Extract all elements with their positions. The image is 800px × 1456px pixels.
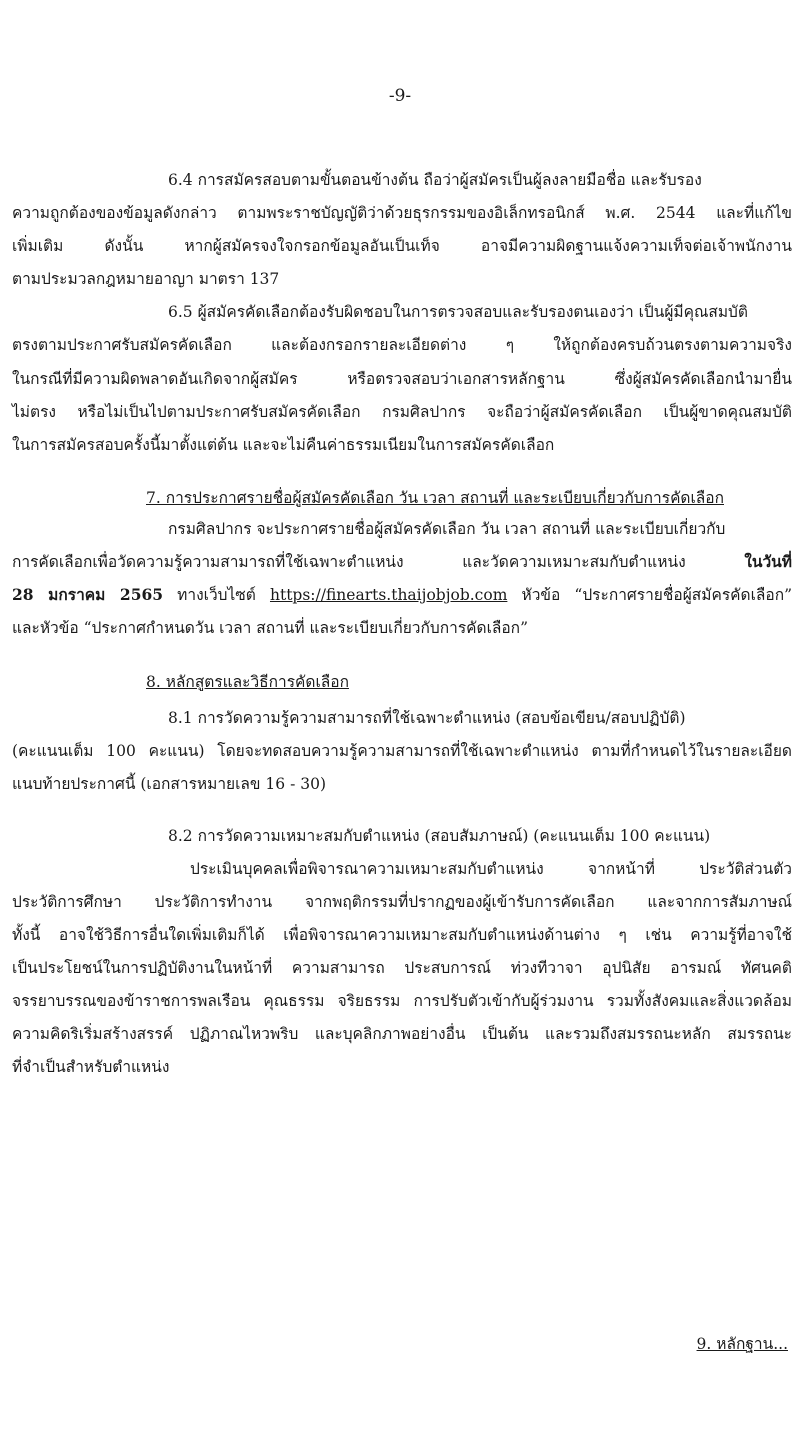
section-8-2-line-5: เป็นประโยชน์ในการปฏิบัติงานในหน้าที่ ความสามารถ ประสบการณ์ ท่วงทีวาจา อุปนิสัย อารมณ์ ทัศนคติ <box>12 959 792 977</box>
section-8-2-line-6: จรรยาบรรณของข้าราชการพลเรือน คุณธรรม จริยธรรม การปรับตัวเข้ากับผู้ร่วมงาน รวมทั้งสังคมและสิ่งแวดล้อม <box>12 992 792 1010</box>
paragraph-6-5-line-2: ตรงตามประกาศรับสมัครคัดเลือก และต้องกรอกรายละเอียดต่าง ๆ ให้ถูกต้องครบถ้วนตรงตามความจริง <box>12 336 792 354</box>
section-8-2-line-3: ประวัติการศึกษา ประวัติการทำงาน จากพฤติกรรมที่ปรากฏของผู้เข้ารับการคัดเลือก และจากการสัมภาษณ์ <box>12 893 792 911</box>
section-8-2-line-4: ทั้งนี้ อาจใช้วิธีการอื่นใดเพิ่มเติมก็ได้ เพื่อพิจารณาความเหมาะสมกับตำแหน่งด้านต่าง ๆ เช่น ความรู้ที่อาจใช้ <box>12 926 792 944</box>
section-8-1-line-1: 8.1 การวัดความรู้ความสามารถที่ใช้เฉพาะตำแหน่ง (สอบข้อเขียน/สอบปฏิบัติ) <box>168 709 686 727</box>
section-7-via-website: ทางเว็บไซต์ <box>163 586 270 604</box>
paragraph-6-5-line-4: ไม่ตรง หรือไม่เป็นไปตามประกาศรับสมัครคัดเลือก กรมศิลปากร จะถือว่าผู้สมัครคัดเลือก เป็นผู้ขาดคุณสมบัติ <box>12 403 792 421</box>
section-8-1-line-2: (คะแนนเต็ม 100 คะแนน) โดยจะทดสอบความรู้ความสามารถที่ใช้เฉพาะตำแหน่ง ตามที่กำหนดไว้ในรายละเอียด <box>12 742 792 760</box>
paragraph-6-4-line-3: เพิ่มเติม ดังนั้น หากผู้สมัครจงใจกรอกข้อมูลอันเป็นเท็จ อาจมีความผิดฐานแจ้งความเท็จต่อเจ้าพนักงาน <box>12 237 792 255</box>
section-7-date-prefix: ในวันที่ <box>744 552 792 571</box>
page-number: -9- <box>388 86 412 106</box>
section-8-2-line-2: ประเมินบุคคลเพื่อพิจารณาความเหมาะสมกับตำแหน่ง จากหน้าที่ ประวัติส่วนตัว <box>190 860 792 878</box>
section-8-2-line-1: 8.2 การวัดความเหมาะสมกับตำแหน่ง (สอบสัมภาษณ์) (คะแนนเต็ม 100 คะแนน) <box>168 827 711 845</box>
section-7-date: 28 มกราคม 2565 <box>12 585 164 604</box>
section-7-topic: หัวข้อ “ประกาศรายชื่อผู้สมัครคัดเลือก” <box>507 586 792 604</box>
next-page-reference: 9. หลักฐาน... <box>696 1335 788 1353</box>
section-7-line-2-text: การคัดเลือกเพื่อวัดความรู้ความสามารถที่ใช้เฉพาะตำแหน่ง และวัดความเหมาะสมกับตำแหน่ง <box>12 553 745 571</box>
section-7-line-3 <box>12 585 792 605</box>
paragraph-6-4-line-4: ตามประมวลกฎหมายอาญา มาตรา 137 <box>12 270 280 288</box>
section-7-heading: 7. การประกาศรายชื่อผู้สมัครคัดเลือก วัน เวลา สถานที่ และระเบียบเกี่ยวกับการคัดเลือก <box>146 489 724 507</box>
section-8-heading: 8. หลักสูตรและวิธีการคัดเลือก <box>146 673 349 691</box>
section-8-2-line-7: ความคิดริเริ่มสร้างสรรค์ ปฏิภาณไหวพริบ และบุคลิกภาพอย่างอื่น เป็นต้น และรวมถึงสมรรถนะหลัก สมรรถนะ <box>12 1025 792 1043</box>
website-link[interactable]: https://finearts.thaijobjob.com <box>269 586 508 604</box>
section-7-line-1: กรมศิลปากร จะประกาศรายชื่อผู้สมัครคัดเลือก วัน เวลา สถานที่ และระเบียบเกี่ยวกับ <box>168 520 726 538</box>
section-8-2-line-8: ที่จำเป็นสำหรับตำแหน่ง <box>12 1058 170 1076</box>
section-8-1-line-3: แนบท้ายประกาศนี้ (เอกสารหมายเลข 16 - 30) <box>12 775 327 793</box>
paragraph-6-4-line-1: 6.4 การสมัครสอบตามขั้นตอนข้างต้น ถือว่าผู้สมัครเป็นผู้ลงลายมือชื่อ และรับรอง <box>168 171 702 189</box>
section-7-line-4: และหัวข้อ “ประกาศกำหนดวัน เวลา สถานที่ และระเบียบเกี่ยวกับการคัดเลือก” <box>12 619 528 637</box>
section-7-line-2 <box>12 552 792 572</box>
paragraph-6-5-line-5: ในการสมัครสอบครั้งนี้มาตั้งแต่ต้น และจะไม่คืนค่าธรรมเนียมในการสมัครคัดเลือก <box>12 436 555 454</box>
paragraph-6-4-line-2: ความถูกต้องของข้อมูลดังกล่าว ตามพระราชบัญญัติว่าด้วยธุรกรรมของอิเล็กทรอนิกส์ พ.ศ. 2544 และที่แก้ไข <box>12 204 792 222</box>
paragraph-6-5-line-1: 6.5 ผู้สมัครคัดเลือกต้องรับผิดชอบในการตรวจสอบและรับรองตนเองว่า เป็นผู้มีคุณสมบัติ <box>168 303 748 321</box>
paragraph-6-5-line-3: ในกรณีที่มีความผิดพลาดอันเกิดจากผู้สมัคร หรือตรวจสอบว่าเอกสารหลักฐาน ซึ่งผู้สมัครคัดเลือกนำมายื่น <box>12 370 792 388</box>
